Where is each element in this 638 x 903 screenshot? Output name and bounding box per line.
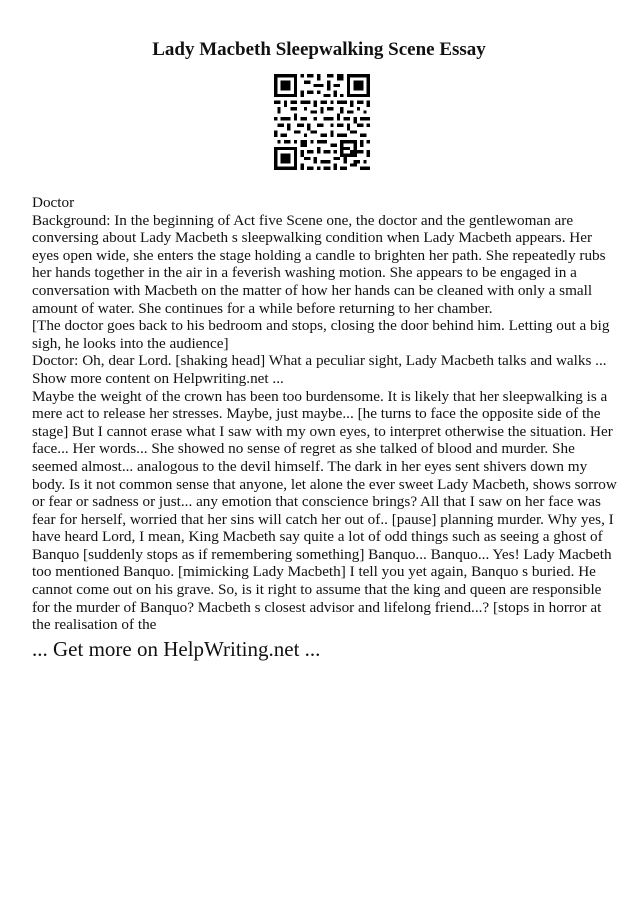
paragraph-monologue: Maybe the weight of the crown has been too burdensome. It is likely that her sleepwalking is a mere act to release her stresses. Maybe, just maybe... [he turns to face the opposite side of the stage] But I cannot erase what I saw with my own eyes, to interpret otherwise the situation. Her face... Her words... She showed no sense of regret as she talked of blood and murder. She seemed almost... analogous to the devil himself. The dark in her eyes sent shivers down my body. Is it not common sense that anyone, let alone the ever sweet Lady Macbeth, shows sorrow or fear or sadness or just... any emotion that conscience brings? All that I saw on her face was fear for herself, worried that her sins will catch her out of.. [pause] planning murder. Why yes, I have heard Lord, I mean, King Macbeth say quite a lot of odd things such as seeing a ghost of Banquo [suddenly stops as if remembering something] Banquo... Banquo... Yes! Lady Macbeth too mentioned Banquo. [mimicking Lady Macbeth] I tell you yet again, Banquo s buried. He cannot come out on his grave. So, is it right to assume that the king and queen are responsible for the murder of Banquo? Macbeth s closest advisor and lifelong friend...? [stops in horror at the realisation of the [32, 387, 617, 634]
essay-body [32, 194, 622, 634]
paragraph-background: Background: In the beginning of Act five Scene one, the doctor and the gentlewoman are conversing about Lady Macbeth s sleepwalking condition when Lady Macbeth appears. Her eyes open wide, she enters the stage holding a candle to brighten her path. She repeatedly rubs her hands together in the air in a feverish washing motion. She appears to be engaged in a conversation with Macbeth on the matter of how her hands can be cleaned with only a small amount of water. She continues for a while before returning to her chamber. [32, 211, 606, 317]
qr-code-icon [274, 74, 370, 170]
show-more-link[interactable]: Show more content on Helpwriting.net ... [32, 369, 284, 387]
page-title: Lady Macbeth Sleepwalking Scene Essay [152, 39, 486, 60]
paragraph-stage-direction: [The doctor goes back to his bedroom and stops, closing the door behind him. Letting out a big sigh, he looks into the audience] [32, 317, 610, 352]
get-more-link[interactable]: ... Get more on HelpWriting.net ... [32, 637, 321, 661]
paragraph-heading: Doctor [32, 194, 75, 211]
paragraph-doctor-line: Doctor: Oh, dear Lord. [shaking head] What a peculiar sight, Lady Macbeth talks and walks ... [32, 352, 607, 370]
